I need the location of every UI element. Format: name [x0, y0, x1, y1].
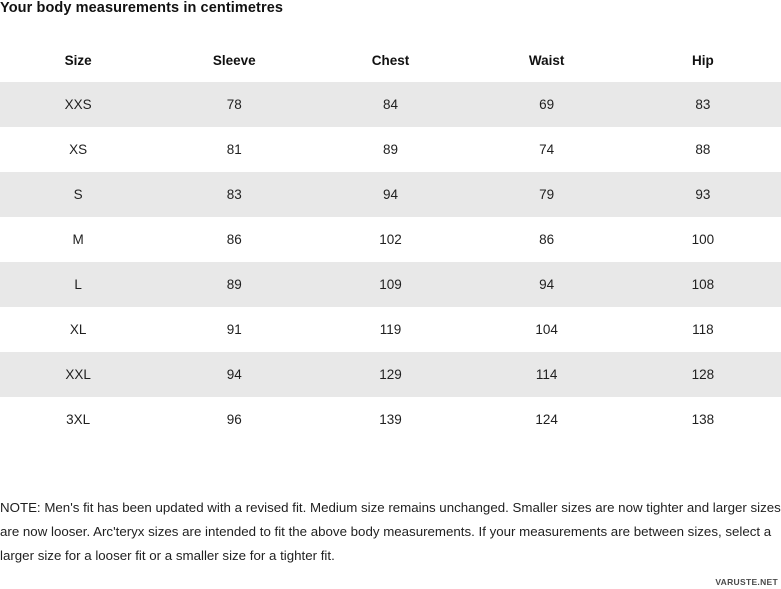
cell-hip: 83 — [625, 82, 781, 127]
table-header-row — [0, 40, 781, 82]
table-header — [0, 40, 781, 82]
cell-chest: 94 — [312, 172, 468, 217]
cell-size: XL — [0, 307, 156, 352]
cell-waist: 114 — [469, 352, 625, 397]
cell-chest: 102 — [312, 217, 468, 262]
table-row — [0, 217, 781, 262]
cell-sleeve: 94 — [156, 352, 312, 397]
table-row — [0, 307, 781, 352]
cell-size: S — [0, 172, 156, 217]
body-measurements-table — [0, 40, 781, 442]
cell-chest: 129 — [312, 352, 468, 397]
table-row — [0, 397, 781, 442]
cell-hip: 108 — [625, 262, 781, 307]
table-row — [0, 352, 781, 397]
cell-sleeve: 91 — [156, 307, 312, 352]
cell-chest: 119 — [312, 307, 468, 352]
cell-sleeve: 81 — [156, 127, 312, 172]
cell-sleeve: 96 — [156, 397, 312, 442]
column-header-hip: Hip — [625, 40, 781, 82]
watermark-label: VARUSTE.NET — [715, 577, 778, 587]
cell-hip: 118 — [625, 307, 781, 352]
column-header-sleeve: Sleeve — [156, 40, 312, 82]
fit-note: NOTE: Men's fit has been updated with a revised fit. Medium size remains unchanged. Smaller sizes are now tighter and larger sizes are now looser. Arc'teryx sizes are intended to fit the above body measurements. If your measurements are between sizes, select a larger size for a looser fit or a smaller size for a tighter fit. — [0, 500, 781, 564]
table-body — [0, 82, 781, 442]
cell-waist: 69 — [469, 82, 625, 127]
column-header-chest: Chest — [312, 40, 468, 82]
cell-size: L — [0, 262, 156, 307]
cell-size: M — [0, 217, 156, 262]
cell-size: XS — [0, 127, 156, 172]
cell-hip: 88 — [625, 127, 781, 172]
cell-hip: 138 — [625, 397, 781, 442]
cell-size: 3XL — [0, 397, 156, 442]
cell-waist: 74 — [469, 127, 625, 172]
cell-waist: 79 — [469, 172, 625, 217]
cell-waist: 94 — [469, 262, 625, 307]
cell-hip: 100 — [625, 217, 781, 262]
cell-sleeve: 86 — [156, 217, 312, 262]
cell-sleeve: 78 — [156, 82, 312, 127]
table-row — [0, 262, 781, 307]
column-header-size: Size — [0, 40, 156, 82]
cell-waist: 124 — [469, 397, 625, 442]
table-row — [0, 172, 781, 217]
cell-size: XXS — [0, 82, 156, 127]
cell-size: XXL — [0, 352, 156, 397]
cell-chest: 139 — [312, 397, 468, 442]
table-row — [0, 127, 781, 172]
cell-sleeve: 89 — [156, 262, 312, 307]
column-header-waist: Waist — [469, 40, 625, 82]
cell-sleeve: 83 — [156, 172, 312, 217]
cell-waist: 104 — [469, 307, 625, 352]
cell-hip: 93 — [625, 172, 781, 217]
cell-chest: 109 — [312, 262, 468, 307]
cell-waist: 86 — [469, 217, 625, 262]
page-title: Your body measurements in centimetres — [0, 0, 284, 16]
cell-chest: 84 — [312, 82, 468, 127]
cell-hip: 128 — [625, 352, 781, 397]
table-row — [0, 82, 781, 127]
cell-chest: 89 — [312, 127, 468, 172]
